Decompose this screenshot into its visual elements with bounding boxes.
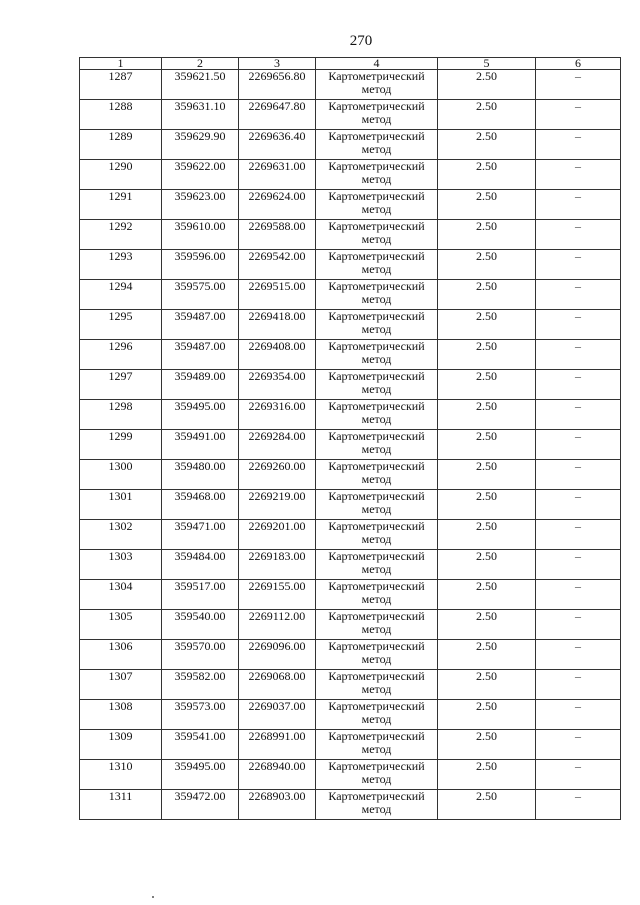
cell-accuracy: 2.50 [438, 640, 536, 670]
cell-coordinate-y: 2269624.00 [239, 190, 316, 220]
cell-point-number: 1298 [80, 400, 162, 430]
table-row [80, 130, 621, 160]
cell-method: Картометрический метод [316, 220, 438, 250]
column-header-1: 1 [80, 58, 162, 70]
cell-coordinate-x: 359468.00 [162, 490, 239, 520]
cell-coordinate-y: 2269354.00 [239, 370, 316, 400]
cell-method: Картометрический метод [316, 100, 438, 130]
table-row [80, 190, 621, 220]
table-row [80, 220, 621, 250]
table-row [80, 700, 621, 730]
cell-accuracy: 2.50 [438, 550, 536, 580]
table-row [80, 340, 621, 370]
cell-coordinate-x: 359631.10 [162, 100, 239, 130]
cell-accuracy: 2.50 [438, 520, 536, 550]
cell-point-number: 1311 [80, 790, 162, 820]
cell-accuracy: 2.50 [438, 370, 536, 400]
cell-accuracy: 2.50 [438, 760, 536, 790]
cell-coordinate-x: 359596.00 [162, 250, 239, 280]
cell-accuracy: 2.50 [438, 250, 536, 280]
cell-method: Картометрический метод [316, 610, 438, 640]
cell-coordinate-y: 2269260.00 [239, 460, 316, 490]
cell-point-number: 1301 [80, 490, 162, 520]
cell-point-number: 1292 [80, 220, 162, 250]
cell-note: – [536, 790, 621, 820]
cell-coordinate-x: 359495.00 [162, 400, 239, 430]
cell-coordinate-x: 359582.00 [162, 670, 239, 700]
cell-accuracy: 2.50 [438, 490, 536, 520]
table-row [80, 70, 621, 100]
table-row [80, 370, 621, 400]
cell-note: – [536, 550, 621, 580]
cell-coordinate-y: 2269418.00 [239, 310, 316, 340]
cell-coordinate-y: 2269183.00 [239, 550, 316, 580]
cell-coordinate-x: 359489.00 [162, 370, 239, 400]
cell-coordinate-x: 359610.00 [162, 220, 239, 250]
cell-coordinate-y: 2269112.00 [239, 610, 316, 640]
cell-accuracy: 2.50 [438, 130, 536, 160]
cell-method: Картометрический метод [316, 670, 438, 700]
table-row [80, 790, 621, 820]
cell-coordinate-y: 2268940.00 [239, 760, 316, 790]
table-row [80, 520, 621, 550]
cell-note: – [536, 100, 621, 130]
cell-accuracy: 2.50 [438, 220, 536, 250]
cell-note: – [536, 430, 621, 460]
cell-accuracy: 2.50 [438, 430, 536, 460]
cell-method: Картометрический метод [316, 340, 438, 370]
cell-accuracy: 2.50 [438, 190, 536, 220]
cell-coordinate-x: 359629.90 [162, 130, 239, 160]
cell-method: Картометрический метод [316, 70, 438, 100]
cell-coordinate-x: 359491.00 [162, 430, 239, 460]
cell-coordinate-x: 359517.00 [162, 580, 239, 610]
cell-method: Картометрический метод [316, 160, 438, 190]
cell-note: – [536, 400, 621, 430]
cell-coordinate-x: 359495.00 [162, 760, 239, 790]
table-body [80, 70, 621, 820]
cell-coordinate-x: 359622.00 [162, 160, 239, 190]
cell-coordinate-x: 359623.00 [162, 190, 239, 220]
cell-coordinate-y: 2269647.80 [239, 100, 316, 130]
cell-point-number: 1294 [80, 280, 162, 310]
cell-accuracy: 2.50 [438, 580, 536, 610]
cell-coordinate-x: 359480.00 [162, 460, 239, 490]
table-row [80, 640, 621, 670]
cell-accuracy: 2.50 [438, 460, 536, 490]
cell-note: – [536, 340, 621, 370]
cell-note: – [536, 730, 621, 760]
table-row [80, 430, 621, 460]
table-header [80, 58, 621, 70]
cell-coordinate-y: 2268903.00 [239, 790, 316, 820]
cell-accuracy: 2.50 [438, 610, 536, 640]
cell-point-number: 1289 [80, 130, 162, 160]
cell-method: Картометрический метод [316, 190, 438, 220]
cell-point-number: 1291 [80, 190, 162, 220]
cell-point-number: 1306 [80, 640, 162, 670]
cell-coordinate-y: 2269096.00 [239, 640, 316, 670]
cell-accuracy: 2.50 [438, 160, 536, 190]
cell-point-number: 1309 [80, 730, 162, 760]
cell-note: – [536, 640, 621, 670]
cell-coordinate-y: 2269068.00 [239, 670, 316, 700]
cell-note: – [536, 220, 621, 250]
table-row [80, 400, 621, 430]
table-row [80, 610, 621, 640]
cell-point-number: 1300 [80, 460, 162, 490]
cell-note: – [536, 700, 621, 730]
cell-method: Картометрический метод [316, 130, 438, 160]
cell-accuracy: 2.50 [438, 100, 536, 130]
cell-coordinate-y: 2269588.00 [239, 220, 316, 250]
table-row [80, 280, 621, 310]
cell-accuracy: 2.50 [438, 730, 536, 760]
table-row [80, 250, 621, 280]
table-row [80, 100, 621, 130]
table-row [80, 490, 621, 520]
cell-method: Картометрический метод [316, 730, 438, 760]
cell-coordinate-x: 359541.00 [162, 730, 239, 760]
page-number: 270 [349, 33, 373, 49]
table-row [80, 460, 621, 490]
header-row [80, 58, 621, 70]
cell-accuracy: 2.50 [438, 700, 536, 730]
cell-coordinate-x: 359484.00 [162, 550, 239, 580]
cell-coordinate-y: 2269316.00 [239, 400, 316, 430]
cell-coordinate-x: 359540.00 [162, 610, 239, 640]
cell-accuracy: 2.50 [438, 790, 536, 820]
cell-coordinate-x: 359472.00 [162, 790, 239, 820]
cell-accuracy: 2.50 [438, 340, 536, 370]
cell-coordinate-y: 2269636.40 [239, 130, 316, 160]
cell-method: Картометрический метод [316, 790, 438, 820]
cell-note: – [536, 70, 621, 100]
cell-note: – [536, 670, 621, 700]
table-row [80, 160, 621, 190]
cell-method: Картометрический метод [316, 370, 438, 400]
cell-coordinate-y: 2269631.00 [239, 160, 316, 190]
column-header-4: 4 [316, 58, 438, 70]
cell-note: – [536, 160, 621, 190]
cell-method: Картометрический метод [316, 400, 438, 430]
cell-coordinate-x: 359487.00 [162, 340, 239, 370]
cell-method: Картометрический метод [316, 520, 438, 550]
cell-method: Картометрический метод [316, 550, 438, 580]
cell-note: – [536, 490, 621, 520]
column-header-5: 5 [438, 58, 536, 70]
cell-coordinate-x: 359573.00 [162, 700, 239, 730]
cell-point-number: 1302 [80, 520, 162, 550]
cell-coordinate-y: 2269515.00 [239, 280, 316, 310]
coordinates-table [79, 57, 621, 820]
cell-note: – [536, 520, 621, 550]
cell-accuracy: 2.50 [438, 280, 536, 310]
cell-point-number: 1303 [80, 550, 162, 580]
cell-accuracy: 2.50 [438, 310, 536, 340]
cell-note: – [536, 250, 621, 280]
cell-coordinate-y: 2269656.80 [239, 70, 316, 100]
cell-point-number: 1310 [80, 760, 162, 790]
cell-method: Картометрический метод [316, 490, 438, 520]
cell-note: – [536, 130, 621, 160]
column-header-3: 3 [239, 58, 316, 70]
cell-point-number: 1287 [80, 70, 162, 100]
cell-point-number: 1296 [80, 340, 162, 370]
cell-point-number: 1295 [80, 310, 162, 340]
column-header-2: 2 [162, 58, 239, 70]
cell-note: – [536, 310, 621, 340]
cell-accuracy: 2.50 [438, 70, 536, 100]
cell-point-number: 1299 [80, 430, 162, 460]
cell-method: Картометрический метод [316, 250, 438, 280]
cell-note: – [536, 760, 621, 790]
cell-accuracy: 2.50 [438, 400, 536, 430]
cell-point-number: 1293 [80, 250, 162, 280]
scan-speck [152, 896, 154, 898]
cell-accuracy: 2.50 [438, 670, 536, 700]
cell-method: Картометрический метод [316, 430, 438, 460]
table-row [80, 730, 621, 760]
table-row [80, 580, 621, 610]
cell-note: – [536, 280, 621, 310]
cell-note: – [536, 460, 621, 490]
cell-coordinate-y: 2269219.00 [239, 490, 316, 520]
cell-note: – [536, 370, 621, 400]
cell-point-number: 1308 [80, 700, 162, 730]
cell-point-number: 1290 [80, 160, 162, 190]
cell-coordinate-y: 2269542.00 [239, 250, 316, 280]
cell-point-number: 1305 [80, 610, 162, 640]
cell-method: Картометрический метод [316, 760, 438, 790]
cell-method: Картометрический метод [316, 280, 438, 310]
cell-coordinate-y: 2269284.00 [239, 430, 316, 460]
cell-coordinate-x: 359575.00 [162, 280, 239, 310]
cell-coordinate-y: 2269155.00 [239, 580, 316, 610]
cell-point-number: 1307 [80, 670, 162, 700]
cell-method: Картометрический метод [316, 700, 438, 730]
cell-method: Картометрический метод [316, 580, 438, 610]
cell-coordinate-x: 359570.00 [162, 640, 239, 670]
cell-note: – [536, 610, 621, 640]
cell-note: – [536, 580, 621, 610]
cell-coordinate-x: 359487.00 [162, 310, 239, 340]
cell-point-number: 1297 [80, 370, 162, 400]
cell-coordinate-x: 359471.00 [162, 520, 239, 550]
cell-method: Картометрический метод [316, 460, 438, 490]
cell-point-number: 1288 [80, 100, 162, 130]
cell-coordinate-y: 2268991.00 [239, 730, 316, 760]
cell-coordinate-x: 359621.50 [162, 70, 239, 100]
table-row [80, 550, 621, 580]
column-header-6: 6 [536, 58, 621, 70]
cell-method: Картометрический метод [316, 310, 438, 340]
table-row [80, 670, 621, 700]
cell-note: – [536, 190, 621, 220]
table-row [80, 760, 621, 790]
cell-point-number: 1304 [80, 580, 162, 610]
cell-coordinate-y: 2269037.00 [239, 700, 316, 730]
cell-coordinate-y: 2269201.00 [239, 520, 316, 550]
cell-coordinate-y: 2269408.00 [239, 340, 316, 370]
cell-method: Картометрический метод [316, 640, 438, 670]
table-row [80, 310, 621, 340]
